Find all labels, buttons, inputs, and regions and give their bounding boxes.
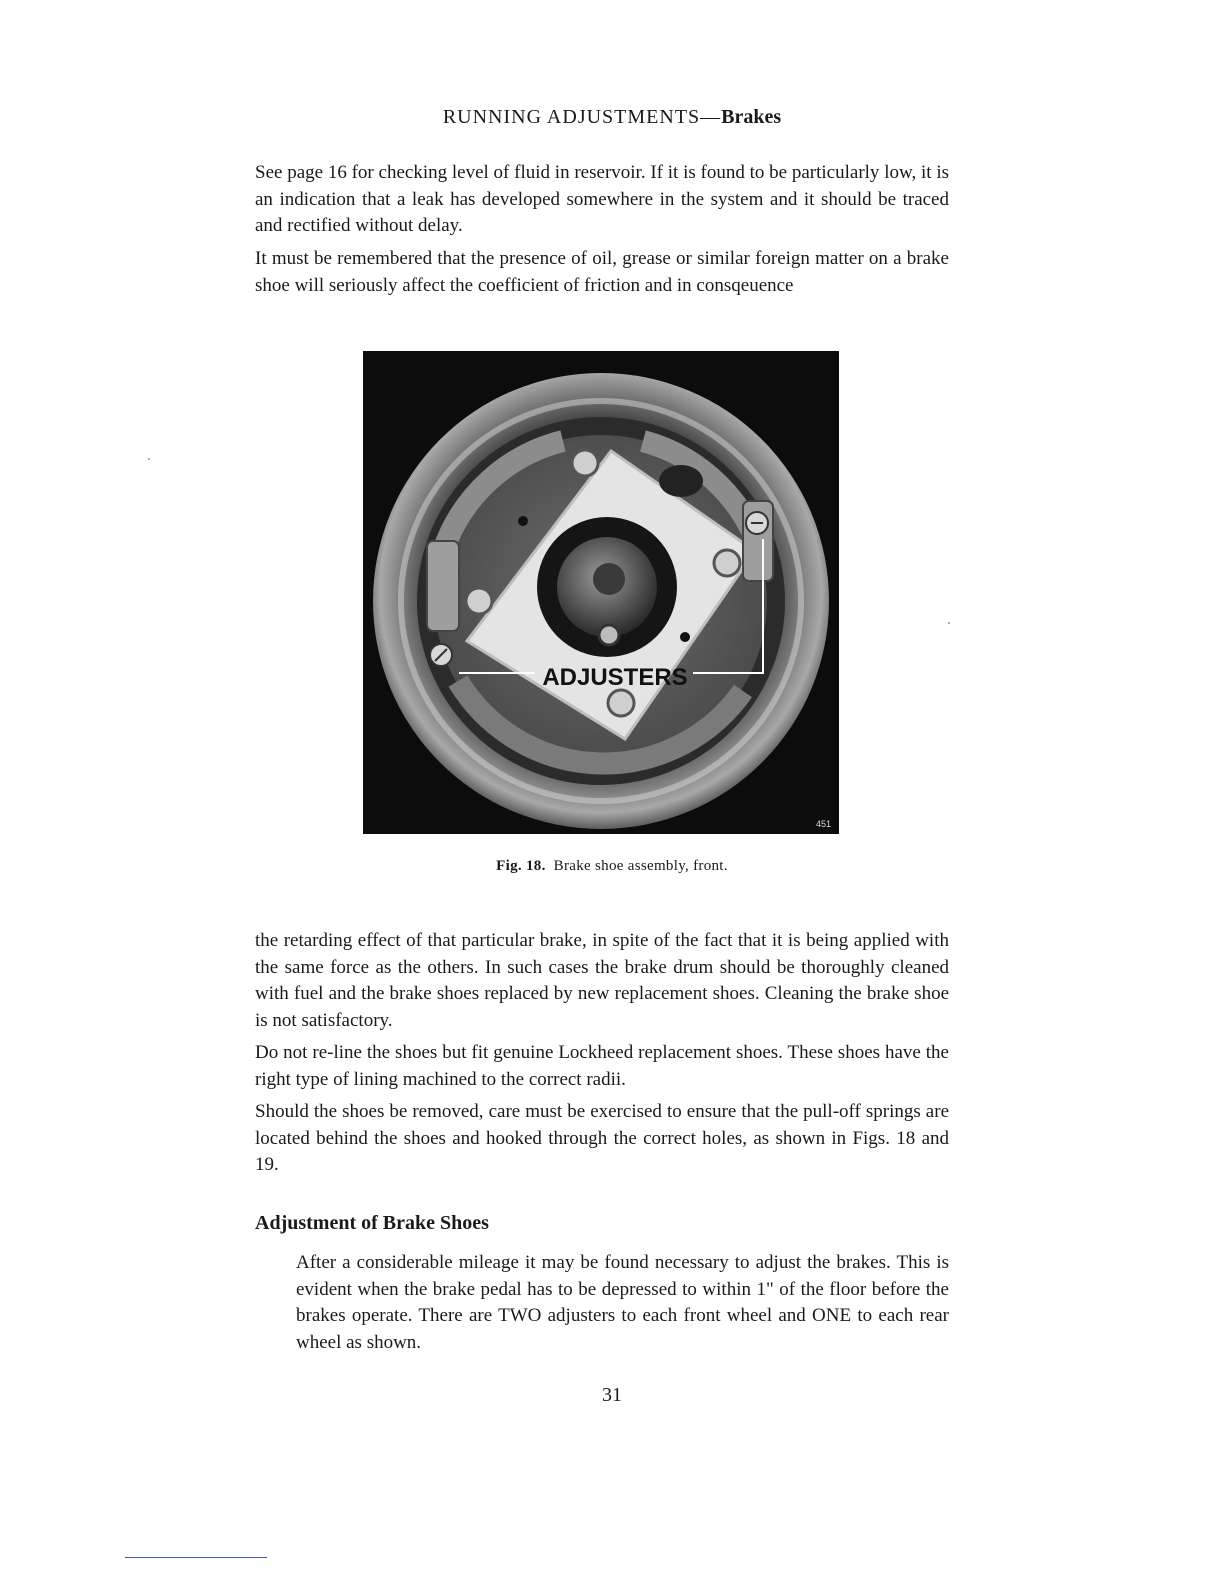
figure-caption: [0, 858, 1224, 875]
brake-shoe-photo: [363, 351, 839, 834]
page-number: 31: [602, 1384, 622, 1406]
plate-number: 451: [815, 819, 831, 829]
paragraph-pull-off-springs: Should the shoes be removed, care must be exercised to ensure that the pull-off springs are located behind the shoes and hooked through the correct holes, as shown in Figs. 18 and 19.: [255, 1101, 949, 1175]
paragraph-adjustment: After a considerable mileage it may be found necessary to adjust the brakes. This is evident when the brake pedal has to be depressed to within 1" of the floor before the brakes operate. There are TWO adjusters to each front wheel and ONE to each rear wheel as shown.: [296, 1252, 949, 1353]
footer-rule: [125, 1557, 267, 1558]
section-heading: Adjustment of Brake Shoes: [255, 1212, 489, 1234]
paragraph-fluid-level: See page 16 for checking level of fluid in reservoir. If it is found to be particularly low, it is an indication that a leak has developed somewhere in the system and it should be traced and rectified without delay.: [255, 162, 949, 236]
header-section: Brakes: [721, 106, 782, 128]
caption-number: Fig. 18.: [496, 858, 546, 874]
paragraph-retarding-effect: the retarding effect of that particular brake, in spite of the fact that it is being applied with the same force as the others. In such cases the brake drum should be thoroughly cleaned with fuel and the brake shoes replaced by new replacement shoes. Cleaning the brake shoe is not satisfactory.: [255, 930, 949, 1031]
header-prefix: RUNNING ADJUSTMENTS—: [442, 106, 722, 128]
paragraph-relining: Do not re-line the shoes but fit genuine Lockheed replacement shoes. These shoes have the right type of lining machined to the correct radii.: [255, 1042, 949, 1090]
running-header: [0, 106, 1224, 129]
scan-speck: [148, 458, 150, 460]
caption-text: Brake shoe assembly, front.: [553, 858, 728, 874]
paragraph-foreign-matter: It must be remembered that the presence of oil, grease or similar foreign matter on a brake shoe will seriously affect the coefficient of friction and in consqeuence: [255, 248, 949, 296]
brake-assembly-illustration: [363, 351, 839, 834]
scan-speck: [948, 622, 950, 624]
adjusters-label: ADJUSTERS: [542, 664, 688, 691]
